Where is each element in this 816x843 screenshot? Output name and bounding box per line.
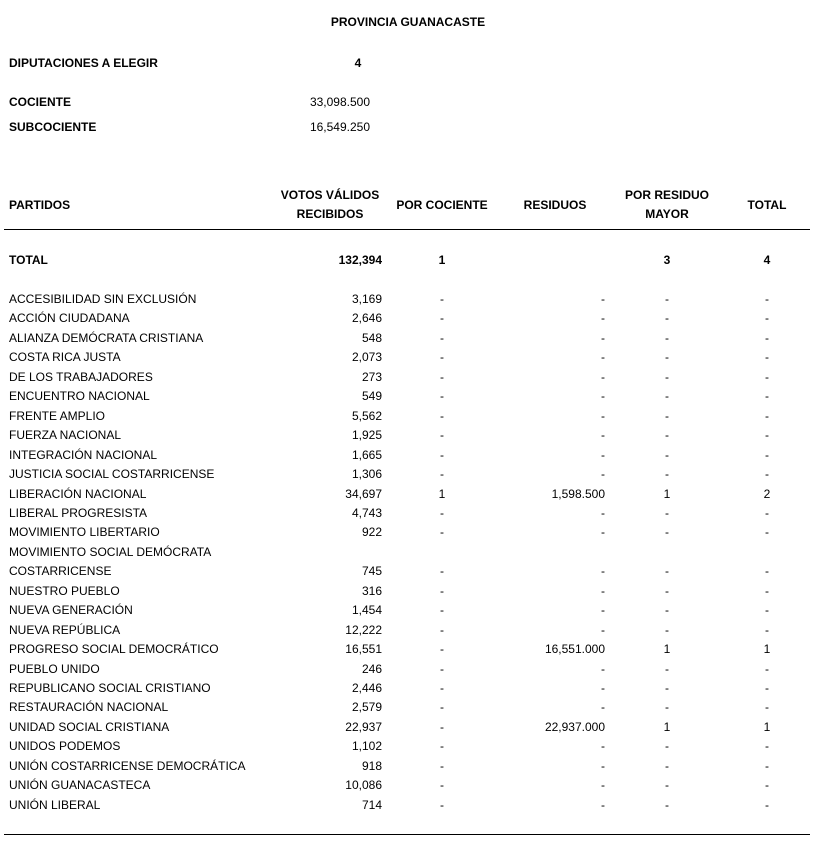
cell-residuos: - [601,350,605,365]
cell-cociente: - [440,778,444,793]
cell-name: PUEBLO UNIDO [9,661,100,676]
cell-total: - [765,797,769,812]
cell-residuos: - [601,622,605,637]
cell-total: - [765,583,769,598]
cell-votos: 273 [361,369,382,384]
cell-total: - [765,369,769,384]
cell-name: UNIÓN LIBERAL [9,797,101,812]
cell-name: UNIÓN GUANACASTECA [9,778,151,793]
cell-votos: 316 [361,583,382,598]
cell-mayor: - [665,700,669,715]
cell-mayor: - [665,369,669,384]
cell-mayor: - [665,525,669,540]
cell-total: - [765,292,769,306]
cell-votos: 2,073 [351,350,382,365]
cell-total: - [765,467,769,482]
header-divider [4,229,810,230]
cell-total: - [765,311,769,326]
cell-residuos: - [601,758,605,773]
cell-mayor: - [665,583,669,598]
cell-residuos: 22,937.000 [544,719,605,734]
cell-name: PROGRESO SOCIAL DEMOCRÁTICO [9,642,219,657]
header-por-cociente: POR COCIENTE [396,198,488,212]
cell-total: - [765,700,769,715]
cell-cociente: - [440,330,444,345]
cell-votos: 16,551 [345,642,382,657]
cell-votos: 1,454 [351,603,382,618]
cell-cociente: - [440,311,444,326]
cell-total: - [765,758,769,773]
cell-votos: 745 [361,564,382,579]
cell-cociente: 1 [438,486,446,501]
cell-residuos: - [601,739,605,754]
cell-mayor: - [665,311,669,326]
subcociente-value: 16,549.250 [309,120,370,134]
cell-votos: 3,169 [351,292,382,306]
table-row [0,582,816,601]
cell-cociente: - [440,642,444,657]
cell-name: COSTARRICENSE [9,564,112,579]
cell-name: JUSTICIA SOCIAL COSTARRICENSE [9,467,215,482]
table-row [0,485,816,504]
total-row-total: 4 [763,253,771,267]
cell-mayor: - [665,622,669,637]
cell-total: - [765,447,769,462]
cell-mayor: - [665,797,669,812]
cell-residuos: - [601,428,605,443]
table-row [0,290,816,309]
total-row-mayor: 3 [663,253,671,267]
cell-cociente: - [440,622,444,637]
table-row [0,523,816,542]
cell-name: ACCIÓN CIUDADANA [9,311,130,326]
table-row [0,407,816,426]
cell-total: - [765,525,769,540]
cell-cociente: - [440,447,444,462]
table-row [0,329,816,348]
cell-cociente: - [440,797,444,812]
cell-cociente: - [440,564,444,579]
header-votos-line1: VOTOS VÁLIDOS [280,188,380,202]
table-row [0,718,816,737]
cell-total: - [765,350,769,365]
table-row [0,796,816,815]
total-row-cociente: 1 [438,253,446,267]
table-row [0,562,816,581]
cell-votos: 5,562 [351,408,382,423]
cociente-label: COCIENTE [9,95,72,109]
cell-total: - [765,505,769,520]
cell-name: ACCESIBILIDAD SIN EXCLUSIÓN [9,292,197,306]
cell-total: - [765,661,769,676]
table-row [0,640,816,659]
cell-name: FRENTE AMPLIO [9,408,106,423]
cell-name: RESTAURACIÓN NACIONAL [9,700,169,715]
header-partidos: PARTIDOS [9,198,71,212]
cell-residuos: - [601,292,605,306]
cell-mayor: - [665,447,669,462]
table-row [0,679,816,698]
cell-cociente: - [440,583,444,598]
cell-cociente: - [440,389,444,404]
cell-residuos: - [601,661,605,676]
cell-votos: 2,646 [351,311,382,326]
cell-cociente: - [440,428,444,443]
cell-name: UNIDAD SOCIAL CRISTIANA [9,719,170,734]
table-row [0,348,816,367]
cell-cociente: - [440,700,444,715]
cell-cociente: - [440,292,444,306]
cell-residuos: - [601,797,605,812]
cell-name: COSTA RICA JUSTA [9,350,121,365]
cell-total: - [765,564,769,579]
header-residuo-line2: MAYOR [645,207,689,221]
cell-name: ALIANZA DEMÓCRATA CRISTIANA [9,330,204,345]
cell-mayor: - [665,739,669,754]
cell-mayor: - [665,661,669,676]
cociente-value: 33,098.500 [309,95,370,109]
cell-votos: 12,222 [345,622,382,637]
cell-votos: 2,579 [351,700,382,715]
cell-mayor: - [665,428,669,443]
cell-mayor: - [665,389,669,404]
cell-votos: 10,086 [345,778,382,793]
cell-name: UNIDOS PODEMOS [9,739,121,754]
cell-cociente: - [440,758,444,773]
cell-total: - [765,681,769,695]
cell-votos: 2,446 [351,681,382,695]
total-row-name: TOTAL [9,253,48,267]
cell-residuos: 16,551.000 [544,642,605,657]
seats-label: DIPUTACIONES A ELEGIR [9,56,158,70]
cell-votos: 4,743 [351,505,382,520]
cell-votos: 549 [361,389,382,404]
cell-name: NUEVA GENERACIÓN [9,603,133,618]
cell-residuos: - [601,583,605,598]
cell-mayor: - [665,681,669,695]
cell-votos: 1,306 [351,467,382,482]
cell-residuos: - [601,505,605,520]
table-row [0,757,816,776]
cell-mayor: - [665,778,669,793]
header-residuos: RESIDUOS [523,198,587,212]
cell-cociente: - [440,603,444,618]
table-row [0,446,816,465]
cell-mayor: - [665,505,669,520]
cell-residuos: - [601,603,605,618]
cell-name: MOVIMIENTO SOCIAL DEMÓCRATA [9,544,212,559]
cell-total: - [765,330,769,345]
cell-mayor: - [665,603,669,618]
cell-name: MOVIMIENTO LIBERTARIO [9,525,160,540]
cell-name: NUESTRO PUEBLO [9,583,120,598]
table-row [0,368,816,387]
cell-residuos: - [601,525,605,540]
table-row [0,660,816,679]
cell-votos: 1,102 [351,739,382,754]
cell-cociente: - [440,661,444,676]
seats-value: 4 [354,56,362,70]
footer-divider [4,834,810,835]
table-row [0,737,816,756]
cell-total: 1 [763,642,771,657]
header-residuo-line1: POR RESIDUO [624,188,709,202]
cell-name: DE LOS TRABAJADORES [9,369,153,384]
table-row [0,309,816,328]
cell-cociente: - [440,681,444,695]
cell-mayor: 1 [663,642,671,657]
cell-total: - [765,622,769,637]
cell-mayor: 1 [663,486,671,501]
cell-total: - [765,778,769,793]
cell-votos: 548 [361,330,382,345]
total-row-votos: 132,394 [338,253,382,267]
cell-name: NUEVA REPÚBLICA [9,622,121,637]
cell-residuos: - [601,681,605,695]
table-row [0,504,816,523]
cell-name: LIBERAL PROGRESISTA [9,505,148,520]
cell-mayor: - [665,330,669,345]
cell-cociente: - [440,369,444,384]
cell-votos: 246 [361,661,382,676]
cell-cociente: - [440,408,444,423]
cell-residuos: - [601,447,605,462]
cell-residuos: - [601,369,605,384]
table-row [0,621,816,640]
header-votos-line2: RECIBIDOS [296,207,364,221]
subcociente-label: SUBCOCIENTE [9,120,97,134]
cell-cociente: - [440,525,444,540]
cell-residuos: - [601,330,605,345]
cell-cociente: - [440,467,444,482]
cell-votos: 922 [361,525,382,540]
cell-residuos: - [601,311,605,326]
header-por-residuo-mayor [615,186,719,224]
cell-votos: 918 [361,758,382,773]
table-row [0,698,816,717]
cell-name: INTEGRACIÓN NACIONAL [9,447,158,462]
cell-mayor: - [665,408,669,423]
cell-residuos: 1,598.500 [551,486,605,501]
cell-residuos: - [601,408,605,423]
cell-total: - [765,603,769,618]
table-row [0,465,816,484]
cell-total: - [765,408,769,423]
cell-cociente: - [440,739,444,754]
cell-name: REPUBLICANO SOCIAL CRISTIANO [9,681,211,695]
cell-votos: 34,697 [345,486,382,501]
cell-residuos: - [601,467,605,482]
cell-total: - [765,428,769,443]
cell-name: LIBERACIÓN NACIONAL [9,486,147,501]
cell-cociente: - [440,505,444,520]
cell-residuos: - [601,778,605,793]
cell-residuos: - [601,389,605,404]
header-total: TOTAL [747,198,787,212]
cell-cociente: - [440,350,444,365]
cell-name: FUERZA NACIONAL [9,428,122,443]
cell-mayor: - [665,292,669,306]
cell-name: ENCUENTRO NACIONAL [9,389,150,404]
cell-votos: 22,937 [345,719,382,734]
total-row [0,251,816,270]
table-row [0,426,816,445]
cell-votos: 1,925 [351,428,382,443]
cell-mayor: - [665,758,669,773]
cell-residuos: - [601,564,605,579]
cell-mayor: 1 [663,719,671,734]
cell-mayor: - [665,564,669,579]
table-row [0,776,816,795]
cell-name: UNIÓN COSTARRICENSE DEMOCRÁTICA [9,758,246,773]
cell-total: 1 [763,719,771,734]
cell-cociente: - [440,719,444,734]
page-title: PROVINCIA GUANACASTE [330,15,486,29]
cell-total: 2 [763,486,771,501]
cell-total: - [765,739,769,754]
cell-residuos: - [601,700,605,715]
cell-mayor: - [665,350,669,365]
header-votos [270,186,390,224]
table-row [0,601,816,620]
cell-votos: 1,665 [351,447,382,462]
cell-total: - [765,389,769,404]
cell-votos: 714 [361,797,382,812]
table-row [0,543,816,562]
cell-mayor: - [665,467,669,482]
table-row [0,387,816,406]
